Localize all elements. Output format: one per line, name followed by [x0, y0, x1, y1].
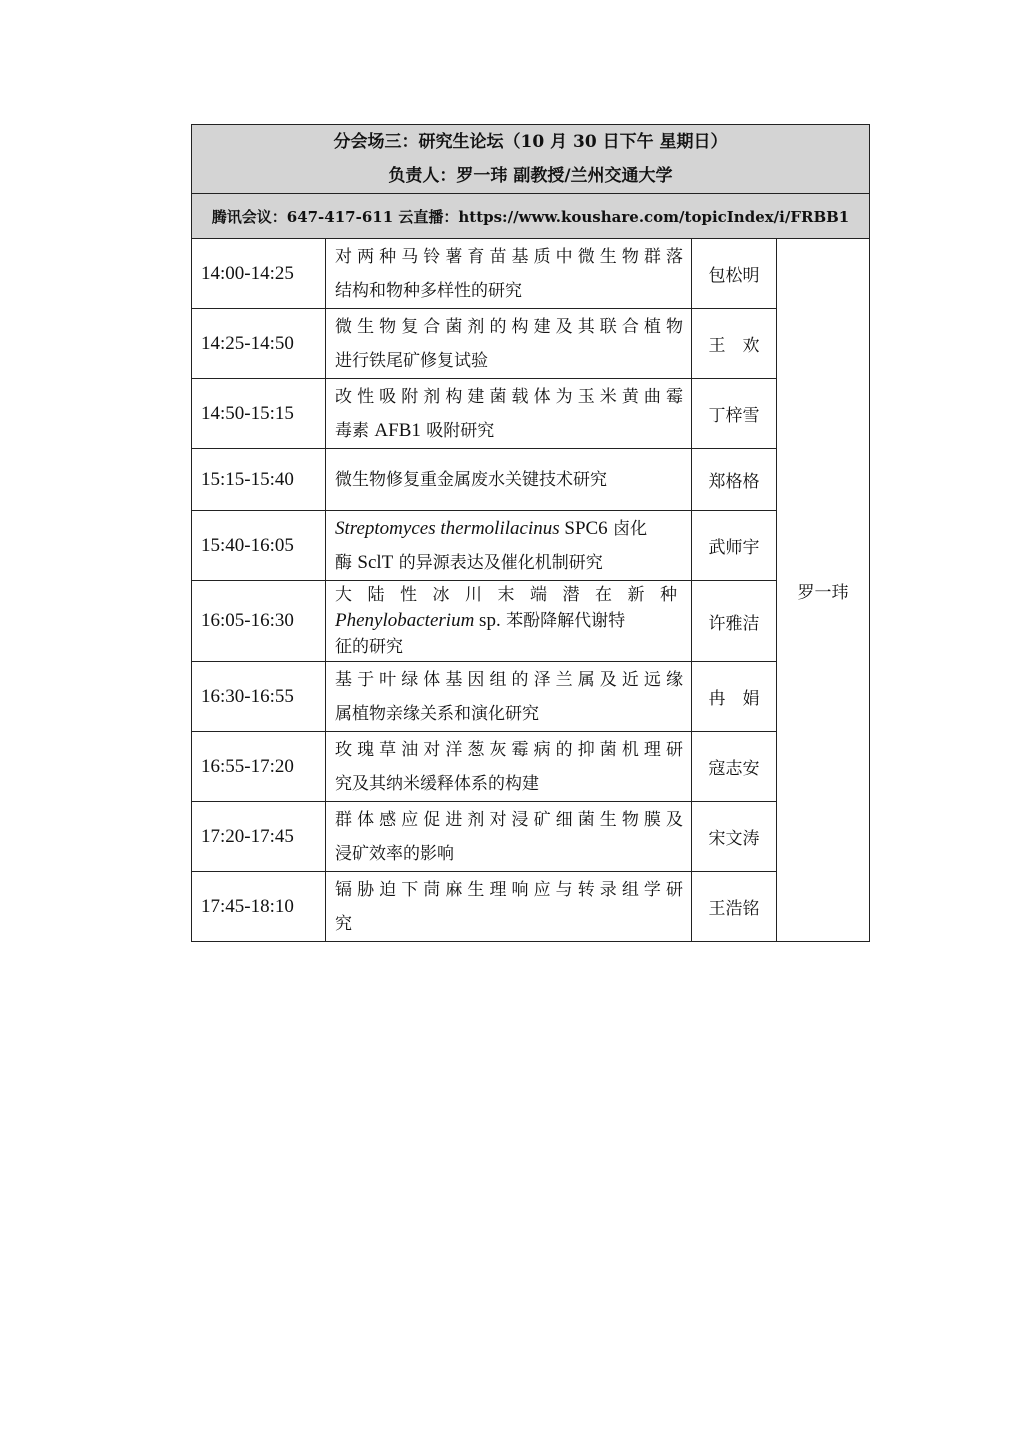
- session-title-cell: 改性吸附剂构建菌载体为玉米黄曲霉 毒素 AFB1 吸附研究: [326, 379, 692, 449]
- session-time: 15:15-15:40: [192, 449, 326, 511]
- speaker-name: 郑格格: [692, 449, 777, 511]
- speaker-name: 包松明: [692, 239, 777, 309]
- session-title-cell: 玫瑰草油对洋葱灰霉病的抑菌机理研 究及其纳米缓释体系的构建: [326, 732, 692, 802]
- speaker-name: 冉 娟: [692, 662, 777, 732]
- session-time: 16:05-16:30: [192, 581, 326, 662]
- speaker-name: 武师宇: [692, 511, 777, 581]
- table-row: [192, 802, 870, 872]
- session-time: 17:20-17:45: [192, 802, 326, 872]
- session-title: 分会场三：研究生论坛（10 月 30 日下午 星期日）: [333, 132, 728, 152]
- session-time: 14:00-14:25: [192, 239, 326, 309]
- table-row: [192, 511, 870, 581]
- speaker-name: 宋文涛: [692, 802, 777, 872]
- session-schedule-table: [191, 124, 870, 942]
- table-row: [192, 662, 870, 732]
- speaker-name: 丁梓雪: [692, 379, 777, 449]
- table-row: [192, 379, 870, 449]
- session-title-cell: 基于叶绿体基因组的泽兰属及近远缘 属植物亲缘关系和演化研究: [326, 662, 692, 732]
- speaker-name: 寇志安: [692, 732, 777, 802]
- session-title-cell: Streptomyces thermolilacinus SPC6 卤化 酶 SclT 的异源表达及催化机制研究: [326, 511, 692, 581]
- session-time: 14:25-14:50: [192, 309, 326, 379]
- meeting-info: 腾讯会议：647-417-611 云直播：https://www.koushare.com/topicIndex/i/FRBB1: [192, 194, 870, 239]
- table-row: [192, 239, 870, 309]
- session-title-cell: 群体感应促进剂对浸矿细菌生物膜及 浸矿效率的影响: [326, 802, 692, 872]
- session-chairperson: 负责人：罗一玮 副教授/兰州交通大学: [388, 166, 673, 186]
- session-time: 16:30-16:55: [192, 662, 326, 732]
- session-time: 16:55-17:20: [192, 732, 326, 802]
- table-row: [192, 449, 870, 511]
- session-chair: 罗一玮: [777, 239, 870, 942]
- header-row: [192, 125, 870, 194]
- session-title-cell: 镉胁迫下茼麻生理响应与转录组学研 究: [326, 872, 692, 942]
- session-title-cell: 微生物修复重金属废水关键技术研究: [326, 449, 692, 511]
- table-row: [192, 732, 870, 802]
- table-row: [192, 309, 870, 379]
- table-row: [192, 581, 870, 662]
- meeting-info-row: [192, 194, 870, 239]
- speaker-name: 许雅洁: [692, 581, 777, 662]
- session-title-cell: 对两种马铃薯育苗基质中微生物群落 结构和物种多样性的研究: [326, 239, 692, 309]
- session-time: 15:40-16:05: [192, 511, 326, 581]
- session-header: [192, 125, 870, 194]
- table-row: [192, 872, 870, 942]
- speaker-name: 王 欢: [692, 309, 777, 379]
- session-time: 14:50-15:15: [192, 379, 326, 449]
- session-time: 17:45-18:10: [192, 872, 326, 942]
- session-title-cell: 微生物复合菌剂的构建及其联合植物 进行铁尾矿修复试验: [326, 309, 692, 379]
- session-title-cell: 大陆性冰川末端潜在新种 Phenylobacterium sp. 苯酚降解代谢特 征的研究: [326, 581, 692, 662]
- speaker-name: 王浩铭: [692, 872, 777, 942]
